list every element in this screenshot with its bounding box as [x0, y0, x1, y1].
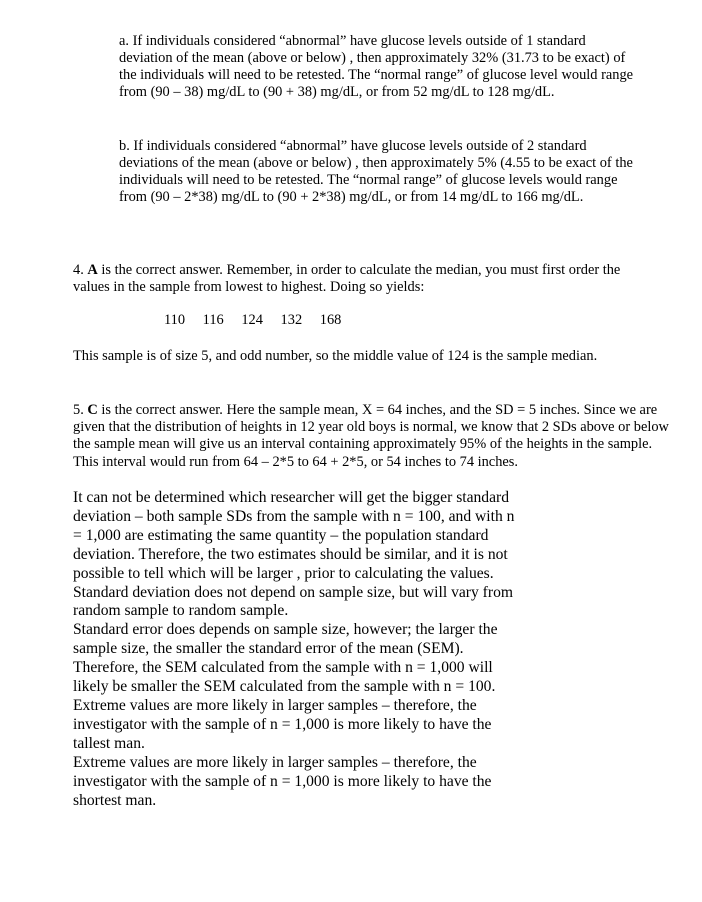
ordered-value: 132: [280, 312, 303, 328]
question-4-answer: [73, 262, 653, 296]
discussion-tallest-man: Extreme values are more likely in larger samples – therefore, the investigator with the sample of n = 1,000 is more likely to have the tallest man.: [73, 696, 492, 752]
question-4-text: is the correct answer. Remember, in order to calculate the median, you must first order the values in the sample from lowest to highest. Doing so yields:: [73, 262, 621, 295]
question-5-number: 5.: [73, 402, 84, 418]
question-5-answer: [73, 402, 673, 482]
question-4-conclusion: This sample is of size 5, and odd number, so the middle value of 124 is the sample median.: [73, 348, 598, 364]
ordered-value: 110: [164, 312, 186, 328]
sample-size-discussion: [73, 489, 523, 810]
question-5-choice: C: [87, 402, 98, 418]
question-4-ordered-values: [164, 312, 355, 329]
ordered-value: 124: [241, 312, 263, 328]
discussion-standard-deviation: It can not be determined which researcher will get the bigger standard deviation – both sample SDs from the sample with n = 100, and with n = 1,000 are estimating the same quantity – the population standard deviation. Therefore, the two estimates should be similar, and it is not possible to tell which will be larger , prior to calculating the values. Standard deviation does not depend on sample size, but will vary from random sample to random sample.: [73, 489, 515, 620]
ordered-value: 168: [319, 312, 342, 328]
question-5-text-block: [73, 402, 673, 471]
answer-part-b: b. If individuals considered “abnormal” have glucose levels outside of 2 standard deviations of the mean (above or below) , then approximately 5% (4.55 to be exact of the individuals will need to be retested. The “normal range” of glucose levels would range from (90 – 2*38) mg/dL to (90 + 2*38) mg/dL, or from 14 mg/dL to 166 mg/dL.: [119, 138, 633, 205]
discussion-standard-error: Standard error does depends on sample size, however; the larger the sample size, the smaller the standard error of the mean (SEM). Therefore, the SEM calculated from the sample with n = 1,000 will likely be smaller the SEM calculated from the sample with n = 100.: [73, 621, 498, 696]
answer-part-a: a. If individuals considered “abnormal” have glucose levels outside of 1 standard deviation of the mean (above or below) , then approximately 32% (31.73 to be exact) of the individuals will need to be retested. The “normal range” of glucose level would range from (90 – 38) mg/dL to (90 + 38) mg/dL, or from 52 mg/dL to 128 mg/dL.: [119, 33, 634, 100]
question-4-number: 4.: [73, 262, 84, 278]
ordered-value: 116: [202, 312, 224, 328]
discussion-shortest-man: Extreme values are more likely in larger samples – therefore, the investigator with the sample of n = 1,000 is more likely to have the shortest man.: [73, 753, 492, 809]
question-5-text-2: = 64 inches, and the SD = 5 inches. Since we are given that the distribution of heights in 12 year old boys is normal, we know that 2 SDs above or below the sample mean will give us an interval containing approximately 95% of the heights in the sample. This interval would run from 64 – 2*5 to 64 + 2*5, or 54 inches to 74 inches.: [73, 402, 669, 470]
question-4-choice: A: [87, 262, 98, 278]
question-5-text-1: is the correct answer. Here the sample mean,: [97, 402, 362, 418]
sample-mean-symbol: $\overline{X}$: [361, 402, 373, 418]
